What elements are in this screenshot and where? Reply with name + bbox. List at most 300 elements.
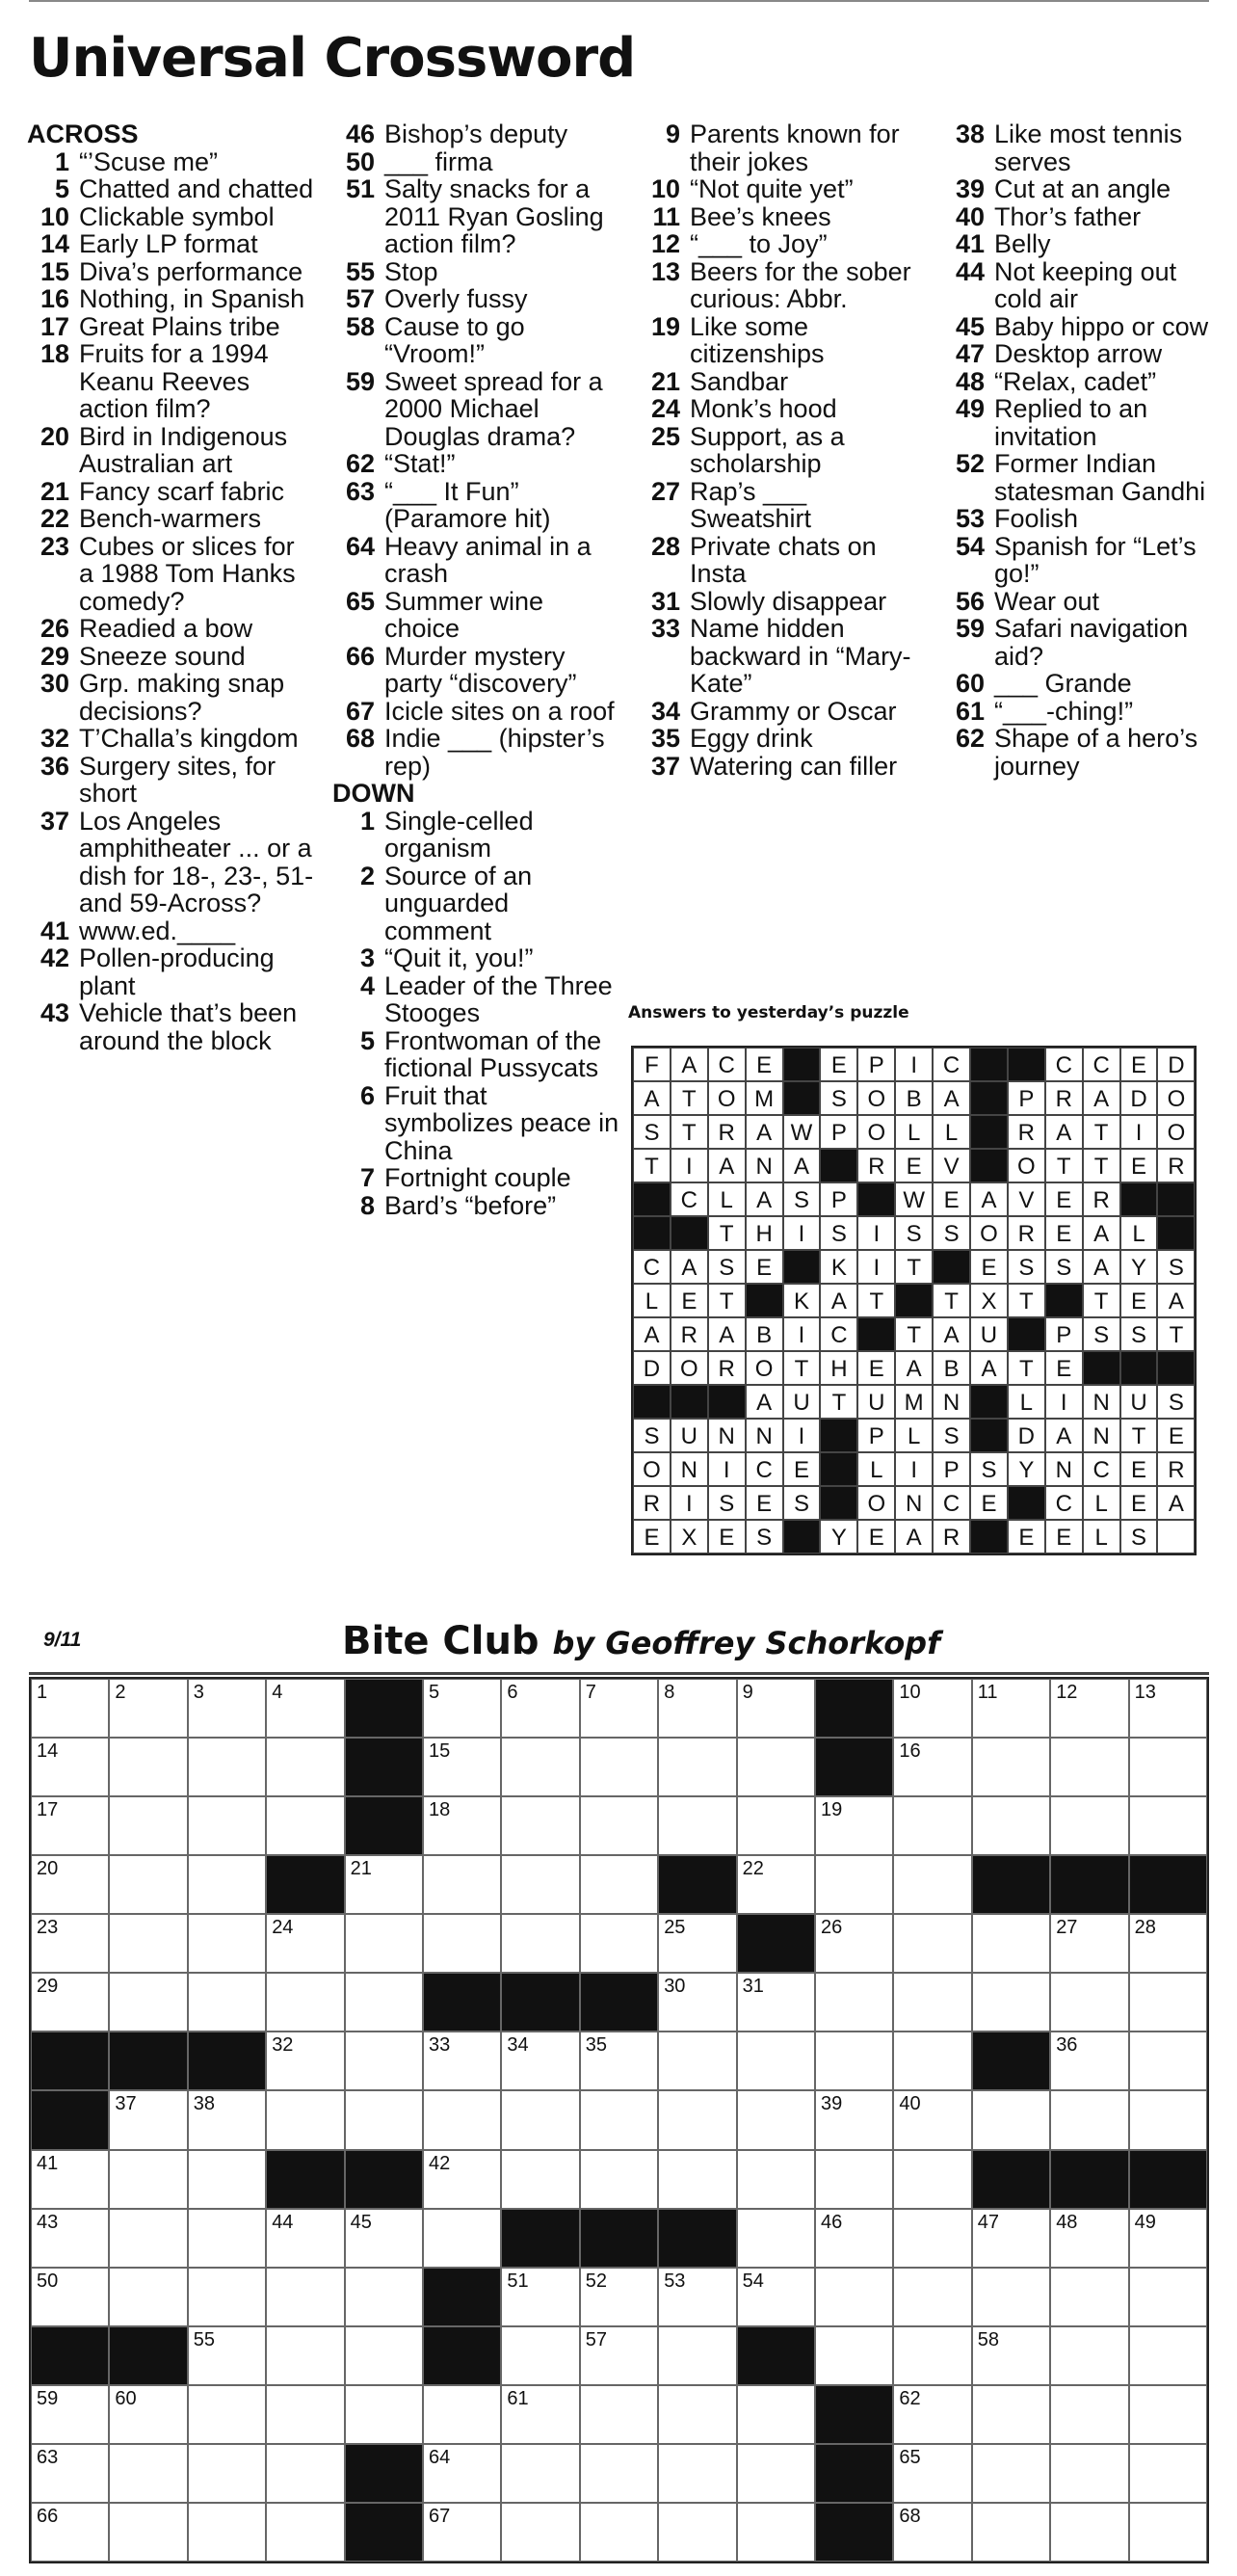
grid-cell[interactable] bbox=[188, 2385, 266, 2444]
grid-cell[interactable] bbox=[1050, 1738, 1128, 1796]
grid-cell[interactable] bbox=[737, 2385, 815, 2444]
answer-letter: R bbox=[857, 1149, 895, 1182]
clue-item bbox=[27, 203, 316, 231]
clue-number: 54 bbox=[955, 531, 985, 561]
answer-letter: T bbox=[1008, 1284, 1045, 1317]
cell-number: 47 bbox=[977, 2211, 1000, 2233]
answer-letter: U bbox=[783, 1385, 821, 1419]
clue-number: 35 bbox=[650, 724, 680, 753]
grid-cell[interactable] bbox=[188, 1738, 266, 1796]
clue-text: Grp. making snap decisions? bbox=[79, 669, 285, 726]
grid-cell[interactable] bbox=[423, 1855, 501, 1914]
cell-number: 4 bbox=[272, 1682, 283, 1703]
grid-cell[interactable] bbox=[31, 2268, 109, 2326]
answer-letter: E bbox=[1008, 1520, 1045, 1554]
grid-cell[interactable] bbox=[188, 2268, 266, 2326]
grid-cell[interactable] bbox=[188, 1679, 266, 1738]
clue-item bbox=[27, 148, 316, 176]
clue-text: Salty snacks for a 2011 Ryan Gosling action film? bbox=[384, 174, 604, 258]
black-square bbox=[501, 1973, 579, 2032]
answer-letter: C bbox=[820, 1317, 857, 1351]
clue-item bbox=[942, 505, 1231, 533]
grid-cell[interactable] bbox=[893, 2444, 971, 2503]
grid-cell[interactable] bbox=[266, 2032, 344, 2090]
clue-item bbox=[942, 175, 1231, 203]
clue-item bbox=[332, 478, 621, 533]
grid-cell[interactable] bbox=[658, 2150, 736, 2209]
black-square bbox=[423, 1973, 501, 2032]
grid-cell[interactable] bbox=[580, 2385, 658, 2444]
grid-cell[interactable] bbox=[266, 1914, 344, 1973]
clue-text: Nothing, in Spanish bbox=[79, 284, 305, 313]
grid-cell[interactable] bbox=[893, 2090, 971, 2149]
grid-cell[interactable] bbox=[1129, 2032, 1207, 2090]
clue-number: 59 bbox=[345, 366, 375, 396]
answer-letter: E bbox=[746, 1486, 783, 1520]
grid-cell[interactable] bbox=[109, 2209, 187, 2268]
grid-cell[interactable] bbox=[345, 1855, 423, 1914]
grid-cell[interactable] bbox=[266, 1738, 344, 1796]
grid-cell[interactable] bbox=[345, 1914, 423, 1973]
grid-cell[interactable] bbox=[423, 2150, 501, 2209]
grid-cell[interactable] bbox=[658, 2268, 736, 2326]
grid-cell[interactable] bbox=[1050, 2444, 1128, 2503]
answer-letter: E bbox=[1157, 1419, 1195, 1452]
grid-cell[interactable] bbox=[1129, 2268, 1207, 2326]
grid-cell[interactable] bbox=[1129, 1738, 1207, 1796]
grid-cell[interactable] bbox=[893, 1796, 971, 1855]
grid-cell[interactable] bbox=[580, 1796, 658, 1855]
grid-cell[interactable] bbox=[972, 1738, 1050, 1796]
grid-cell[interactable] bbox=[1129, 2444, 1207, 2503]
clue-number: 50 bbox=[345, 146, 375, 176]
clue-number: 62 bbox=[955, 724, 985, 753]
puzzle-author: by Geoffrey Schorkopf bbox=[552, 1625, 940, 1661]
grid-cell[interactable] bbox=[31, 1738, 109, 1796]
grid-cell[interactable] bbox=[31, 1796, 109, 1855]
grid-cell[interactable] bbox=[501, 1855, 579, 1914]
grid-cell[interactable] bbox=[893, 2032, 971, 2090]
grid-cell[interactable] bbox=[31, 2444, 109, 2503]
answer-letter: S bbox=[783, 1486, 821, 1520]
cell-number: 12 bbox=[1056, 1682, 1078, 1703]
grid-cell[interactable] bbox=[501, 2385, 579, 2444]
grid-cell[interactable] bbox=[815, 2090, 893, 2149]
grid-cell[interactable] bbox=[266, 2444, 344, 2503]
grid-cell[interactable] bbox=[658, 1738, 736, 1796]
grid-cell[interactable] bbox=[31, 1679, 109, 1738]
cell-number: 36 bbox=[1056, 2034, 1078, 2057]
grid-cell[interactable] bbox=[345, 2326, 423, 2385]
answer-letter: R bbox=[708, 1115, 746, 1149]
answer-letter: E bbox=[1120, 1048, 1158, 1081]
clue-number: 64 bbox=[345, 531, 375, 561]
grid-cell[interactable] bbox=[109, 2150, 187, 2209]
grid-cell[interactable] bbox=[501, 2032, 579, 2090]
grid-cell[interactable] bbox=[658, 1973, 736, 2032]
clue-number: 21 bbox=[39, 476, 69, 506]
answer-black-square bbox=[671, 1216, 708, 1250]
grid-cell[interactable] bbox=[423, 2032, 501, 2090]
grid-cell[interactable] bbox=[815, 1855, 893, 1914]
grid-cell[interactable] bbox=[737, 2444, 815, 2503]
grid-cell[interactable] bbox=[893, 2209, 971, 2268]
grid-cell[interactable] bbox=[1050, 2268, 1128, 2326]
grid-cell[interactable] bbox=[580, 1679, 658, 1738]
clue-item bbox=[942, 533, 1231, 588]
grid-cell[interactable] bbox=[580, 2150, 658, 2209]
grid-cell[interactable] bbox=[815, 1973, 893, 2032]
answer-letter: C bbox=[1083, 1048, 1120, 1081]
grid-cell[interactable] bbox=[266, 1973, 344, 2032]
clue-number: 37 bbox=[650, 751, 680, 781]
clue-item bbox=[638, 395, 927, 423]
grid-cell[interactable] bbox=[972, 2268, 1050, 2326]
clue-text: “Stat!” bbox=[384, 449, 456, 478]
grid-cell[interactable] bbox=[109, 2268, 187, 2326]
grid-cell[interactable] bbox=[972, 2090, 1050, 2149]
grid-cell[interactable] bbox=[188, 1855, 266, 1914]
grid-cell[interactable] bbox=[580, 1738, 658, 1796]
grid-cell[interactable] bbox=[1129, 2090, 1207, 2149]
grid-cell[interactable] bbox=[109, 1973, 187, 2032]
answer-black-square bbox=[820, 1452, 857, 1486]
grid-cell[interactable] bbox=[815, 2326, 893, 2385]
grid-cell[interactable] bbox=[580, 1855, 658, 1914]
grid-cell[interactable] bbox=[893, 2385, 971, 2444]
grid-cell[interactable] bbox=[266, 2268, 344, 2326]
clue-item bbox=[942, 258, 1231, 313]
grid-cell[interactable] bbox=[501, 2444, 579, 2503]
grid-cell[interactable] bbox=[737, 2503, 815, 2562]
grid-cell[interactable] bbox=[31, 2150, 109, 2209]
grid-cell[interactable] bbox=[31, 2503, 109, 2562]
grid-cell[interactable] bbox=[266, 2326, 344, 2385]
grid-cell[interactable] bbox=[658, 2503, 736, 2562]
grid-cell[interactable] bbox=[109, 1738, 187, 1796]
grid-cell[interactable] bbox=[1129, 1796, 1207, 1855]
black-square bbox=[31, 2032, 109, 2090]
grid-cell[interactable] bbox=[109, 1796, 187, 1855]
clue-number: 63 bbox=[345, 476, 375, 506]
grid-cell[interactable] bbox=[1050, 2385, 1128, 2444]
grid-cell[interactable] bbox=[1050, 1796, 1128, 1855]
grid-cell[interactable] bbox=[345, 2032, 423, 2090]
grid-cell[interactable] bbox=[1129, 2209, 1207, 2268]
grid-cell[interactable] bbox=[737, 2209, 815, 2268]
grid-cell[interactable] bbox=[501, 1796, 579, 1855]
answer-letter bbox=[1157, 1520, 1195, 1554]
answer-black-square bbox=[970, 1081, 1008, 1115]
grid-cell[interactable] bbox=[423, 1796, 501, 1855]
grid-cell[interactable] bbox=[1050, 1973, 1128, 2032]
grid-cell[interactable] bbox=[345, 2268, 423, 2326]
cell-number: 13 bbox=[1134, 1682, 1156, 1703]
grid-cell[interactable] bbox=[188, 2444, 266, 2503]
answer-letter: L bbox=[1083, 1486, 1120, 1520]
cell-number: 66 bbox=[37, 2505, 59, 2527]
grid-cell[interactable] bbox=[737, 2032, 815, 2090]
clue-item bbox=[942, 203, 1231, 231]
grid-cell[interactable] bbox=[1129, 1973, 1207, 2032]
answer-letter: O bbox=[857, 1486, 895, 1520]
grid-cell[interactable] bbox=[423, 2444, 501, 2503]
grid-cell[interactable] bbox=[972, 2385, 1050, 2444]
grid-cell[interactable] bbox=[893, 1855, 971, 1914]
answer-letter: S bbox=[1008, 1250, 1045, 1284]
grid-cell[interactable] bbox=[737, 2090, 815, 2149]
answer-letter: O bbox=[746, 1351, 783, 1385]
grid-cell[interactable] bbox=[893, 1679, 971, 1738]
grid-cell[interactable] bbox=[972, 2209, 1050, 2268]
grid-cell[interactable] bbox=[501, 2150, 579, 2209]
grid-cell[interactable] bbox=[266, 2503, 344, 2562]
answer-letter: O bbox=[671, 1351, 708, 1385]
answer-black-square bbox=[857, 1317, 895, 1351]
grid-cell[interactable] bbox=[188, 2209, 266, 2268]
grid-cell[interactable] bbox=[345, 2090, 423, 2149]
grid-cell[interactable] bbox=[658, 2444, 736, 2503]
answer-letter: I bbox=[857, 1216, 895, 1250]
grid-cell[interactable] bbox=[737, 1679, 815, 1738]
grid-cell[interactable] bbox=[658, 1679, 736, 1738]
grid-cell[interactable] bbox=[423, 2503, 501, 2562]
grid-cell[interactable] bbox=[972, 2444, 1050, 2503]
cell-number: 18 bbox=[429, 1799, 451, 1821]
black-square bbox=[815, 1738, 893, 1796]
cell-number: 68 bbox=[899, 2505, 921, 2527]
answer-letter: S bbox=[970, 1452, 1008, 1486]
answer-letter: T bbox=[633, 1149, 671, 1182]
grid-cell[interactable] bbox=[893, 1973, 971, 2032]
grid-cell[interactable] bbox=[972, 1796, 1050, 1855]
grid-cell[interactable] bbox=[972, 2326, 1050, 2385]
grid-cell[interactable] bbox=[188, 2503, 266, 2562]
grid-cell[interactable] bbox=[893, 2503, 971, 2562]
grid-cell[interactable] bbox=[188, 1796, 266, 1855]
grid-cell[interactable] bbox=[1129, 1679, 1207, 1738]
grid-cell[interactable] bbox=[266, 1679, 344, 1738]
answer-black-square bbox=[1157, 1216, 1195, 1250]
grid-cell[interactable] bbox=[1050, 2503, 1128, 2562]
grid-cell[interactable] bbox=[580, 2090, 658, 2149]
grid-cell[interactable] bbox=[188, 2090, 266, 2149]
grid-cell[interactable] bbox=[972, 1679, 1050, 1738]
grid-cell[interactable] bbox=[31, 2385, 109, 2444]
grid-cell[interactable] bbox=[737, 2268, 815, 2326]
grid-cell[interactable] bbox=[1050, 2090, 1128, 2149]
grid-cell[interactable] bbox=[737, 1738, 815, 1796]
grid-cell[interactable] bbox=[266, 1796, 344, 1855]
clue-text: Summer wine choice bbox=[384, 586, 544, 643]
grid-cell[interactable] bbox=[972, 1914, 1050, 1973]
grid-cell[interactable] bbox=[580, 2444, 658, 2503]
clue-text: Single-celled organism bbox=[384, 806, 534, 863]
clue-number: 15 bbox=[39, 256, 69, 286]
grid-cell[interactable] bbox=[1050, 1914, 1128, 1973]
grid-cell[interactable] bbox=[815, 2209, 893, 2268]
grid-cell[interactable] bbox=[501, 1679, 579, 1738]
cell-number: 23 bbox=[37, 1917, 59, 1939]
grid-cell[interactable] bbox=[188, 1973, 266, 2032]
grid-cell[interactable] bbox=[188, 2150, 266, 2209]
black-square bbox=[266, 1855, 344, 1914]
grid-cell[interactable] bbox=[266, 2090, 344, 2149]
grid-cell[interactable] bbox=[580, 2503, 658, 2562]
grid-cell[interactable] bbox=[423, 1738, 501, 1796]
clue-text: Former Indian statesman Gandhi bbox=[994, 449, 1206, 506]
clue-item bbox=[942, 588, 1231, 616]
grid-cell[interactable] bbox=[31, 1855, 109, 1914]
clue-number: 39 bbox=[955, 174, 985, 203]
answer-letter: A bbox=[708, 1149, 746, 1182]
grid-cell[interactable] bbox=[31, 1973, 109, 2032]
grid-cell[interactable] bbox=[423, 1679, 501, 1738]
answer-letter: L bbox=[857, 1452, 895, 1486]
answer-letter: S bbox=[933, 1216, 970, 1250]
grid-cell[interactable] bbox=[109, 2503, 187, 2562]
black-square bbox=[580, 2209, 658, 2268]
grid-cell[interactable] bbox=[501, 2326, 579, 2385]
answer-letter: P bbox=[1008, 1081, 1045, 1115]
grid-cell[interactable] bbox=[423, 2385, 501, 2444]
clue-item bbox=[942, 340, 1231, 368]
grid-cell[interactable] bbox=[658, 2326, 736, 2385]
clue-text: Rap’s ___ Sweatshirt bbox=[690, 476, 812, 533]
grid-cell[interactable] bbox=[188, 2326, 266, 2385]
answer-letter: O bbox=[857, 1081, 895, 1115]
grid-cell[interactable] bbox=[501, 2090, 579, 2149]
grid-cell[interactable] bbox=[1129, 2326, 1207, 2385]
grid-cell[interactable] bbox=[188, 1914, 266, 1973]
clue-text: Bee’s knees bbox=[690, 201, 831, 231]
answer-letter: K bbox=[783, 1284, 821, 1317]
cell-number: 32 bbox=[272, 2034, 294, 2057]
puzzle-title bbox=[342, 1619, 940, 1663]
grid-cell[interactable] bbox=[31, 1914, 109, 1973]
clue-item bbox=[332, 725, 621, 780]
answer-letter: T bbox=[708, 1216, 746, 1250]
grid-cell[interactable] bbox=[1129, 2503, 1207, 2562]
grid-cell[interactable] bbox=[972, 2503, 1050, 2562]
grid-cell[interactable] bbox=[109, 2444, 187, 2503]
answer-letter: T bbox=[1157, 1317, 1195, 1351]
grid-cell[interactable] bbox=[893, 2268, 971, 2326]
grid-cell[interactable] bbox=[580, 2326, 658, 2385]
grid-cell[interactable] bbox=[31, 2209, 109, 2268]
answer-letter: A bbox=[671, 1048, 708, 1081]
grid-cell[interactable] bbox=[815, 1914, 893, 1973]
grid-cell[interactable] bbox=[658, 2090, 736, 2149]
grid-cell[interactable] bbox=[893, 2326, 971, 2385]
grid-cell[interactable] bbox=[658, 2385, 736, 2444]
grid-cell[interactable] bbox=[815, 1796, 893, 1855]
grid-cell[interactable] bbox=[580, 2032, 658, 2090]
grid-cell[interactable] bbox=[109, 1914, 187, 1973]
grid-cell[interactable] bbox=[815, 2150, 893, 2209]
answer-letter: E bbox=[671, 1284, 708, 1317]
cell-number: 14 bbox=[37, 1740, 59, 1763]
grid-cell[interactable] bbox=[1050, 1679, 1128, 1738]
clue-item bbox=[332, 120, 621, 148]
grid-cell[interactable] bbox=[501, 2268, 579, 2326]
answer-letter: H bbox=[746, 1216, 783, 1250]
grid-cell[interactable] bbox=[580, 2268, 658, 2326]
black-square bbox=[345, 1738, 423, 1796]
grid-cell[interactable] bbox=[972, 1973, 1050, 2032]
clue-item bbox=[942, 313, 1231, 341]
grid-cell[interactable] bbox=[893, 1738, 971, 1796]
grid-cell[interactable] bbox=[109, 1855, 187, 1914]
grid-cell[interactable] bbox=[580, 1914, 658, 1973]
grid-cell[interactable] bbox=[815, 2268, 893, 2326]
grid-cell[interactable] bbox=[109, 1679, 187, 1738]
cell-number: 49 bbox=[1134, 2211, 1156, 2233]
grid-cell[interactable] bbox=[1129, 1914, 1207, 1973]
grid-cell[interactable] bbox=[1129, 2385, 1207, 2444]
clue-number: 24 bbox=[650, 394, 680, 423]
clue-text: Like some citizenships bbox=[690, 311, 825, 368]
grid-cell[interactable] bbox=[423, 1914, 501, 1973]
grid-cell[interactable] bbox=[658, 1796, 736, 1855]
black-square bbox=[972, 2032, 1050, 2090]
grid-cell[interactable] bbox=[109, 2385, 187, 2444]
grid-cell[interactable] bbox=[109, 2090, 187, 2149]
grid-cell[interactable] bbox=[423, 2090, 501, 2149]
answer-black-square bbox=[783, 1048, 821, 1081]
grid-cell[interactable] bbox=[423, 2209, 501, 2268]
clue-text: Sweet spread for a 2000 Michael Douglas drama? bbox=[384, 366, 603, 451]
grid-cell[interactable] bbox=[501, 2503, 579, 2562]
clue-text: “___-ching!” bbox=[994, 696, 1134, 726]
grid-cell[interactable] bbox=[737, 1855, 815, 1914]
grid-cell[interactable] bbox=[737, 2150, 815, 2209]
answer-black-square bbox=[970, 1115, 1008, 1149]
answer-letter: H bbox=[820, 1351, 857, 1385]
cell-number: 61 bbox=[507, 2387, 529, 2409]
grid-cell[interactable] bbox=[501, 1914, 579, 1973]
grid-cell[interactable] bbox=[345, 1973, 423, 2032]
grid-cell[interactable] bbox=[815, 2032, 893, 2090]
clue-item bbox=[27, 917, 316, 945]
grid-cell[interactable] bbox=[266, 2209, 344, 2268]
clue-number: 9 bbox=[665, 120, 680, 148]
grid-cell[interactable] bbox=[737, 1796, 815, 1855]
grid-cell[interactable] bbox=[737, 1973, 815, 2032]
answer-letter: A bbox=[820, 1284, 857, 1317]
grid-cell[interactable] bbox=[1050, 2209, 1128, 2268]
clue-item bbox=[332, 368, 621, 451]
grid-cell[interactable] bbox=[893, 2150, 971, 2209]
clue-item bbox=[638, 423, 927, 478]
grid-cell[interactable] bbox=[266, 2385, 344, 2444]
answer-letter: X bbox=[671, 1520, 708, 1554]
answer-letter: O bbox=[1157, 1115, 1195, 1149]
clue-item bbox=[332, 1192, 621, 1220]
answer-letter: L bbox=[895, 1419, 933, 1452]
grid-cell[interactable] bbox=[658, 1914, 736, 1973]
clue-item bbox=[638, 313, 927, 368]
grid-cell[interactable] bbox=[1050, 2032, 1128, 2090]
grid-cell[interactable] bbox=[345, 2209, 423, 2268]
black-square bbox=[423, 2326, 501, 2385]
grid-cell[interactable] bbox=[658, 2032, 736, 2090]
grid-cell[interactable] bbox=[893, 1914, 971, 1973]
grid-cell[interactable] bbox=[345, 2385, 423, 2444]
grid-cell[interactable] bbox=[501, 1738, 579, 1796]
clue-item bbox=[332, 863, 621, 945]
grid-cell[interactable] bbox=[1050, 2326, 1128, 2385]
